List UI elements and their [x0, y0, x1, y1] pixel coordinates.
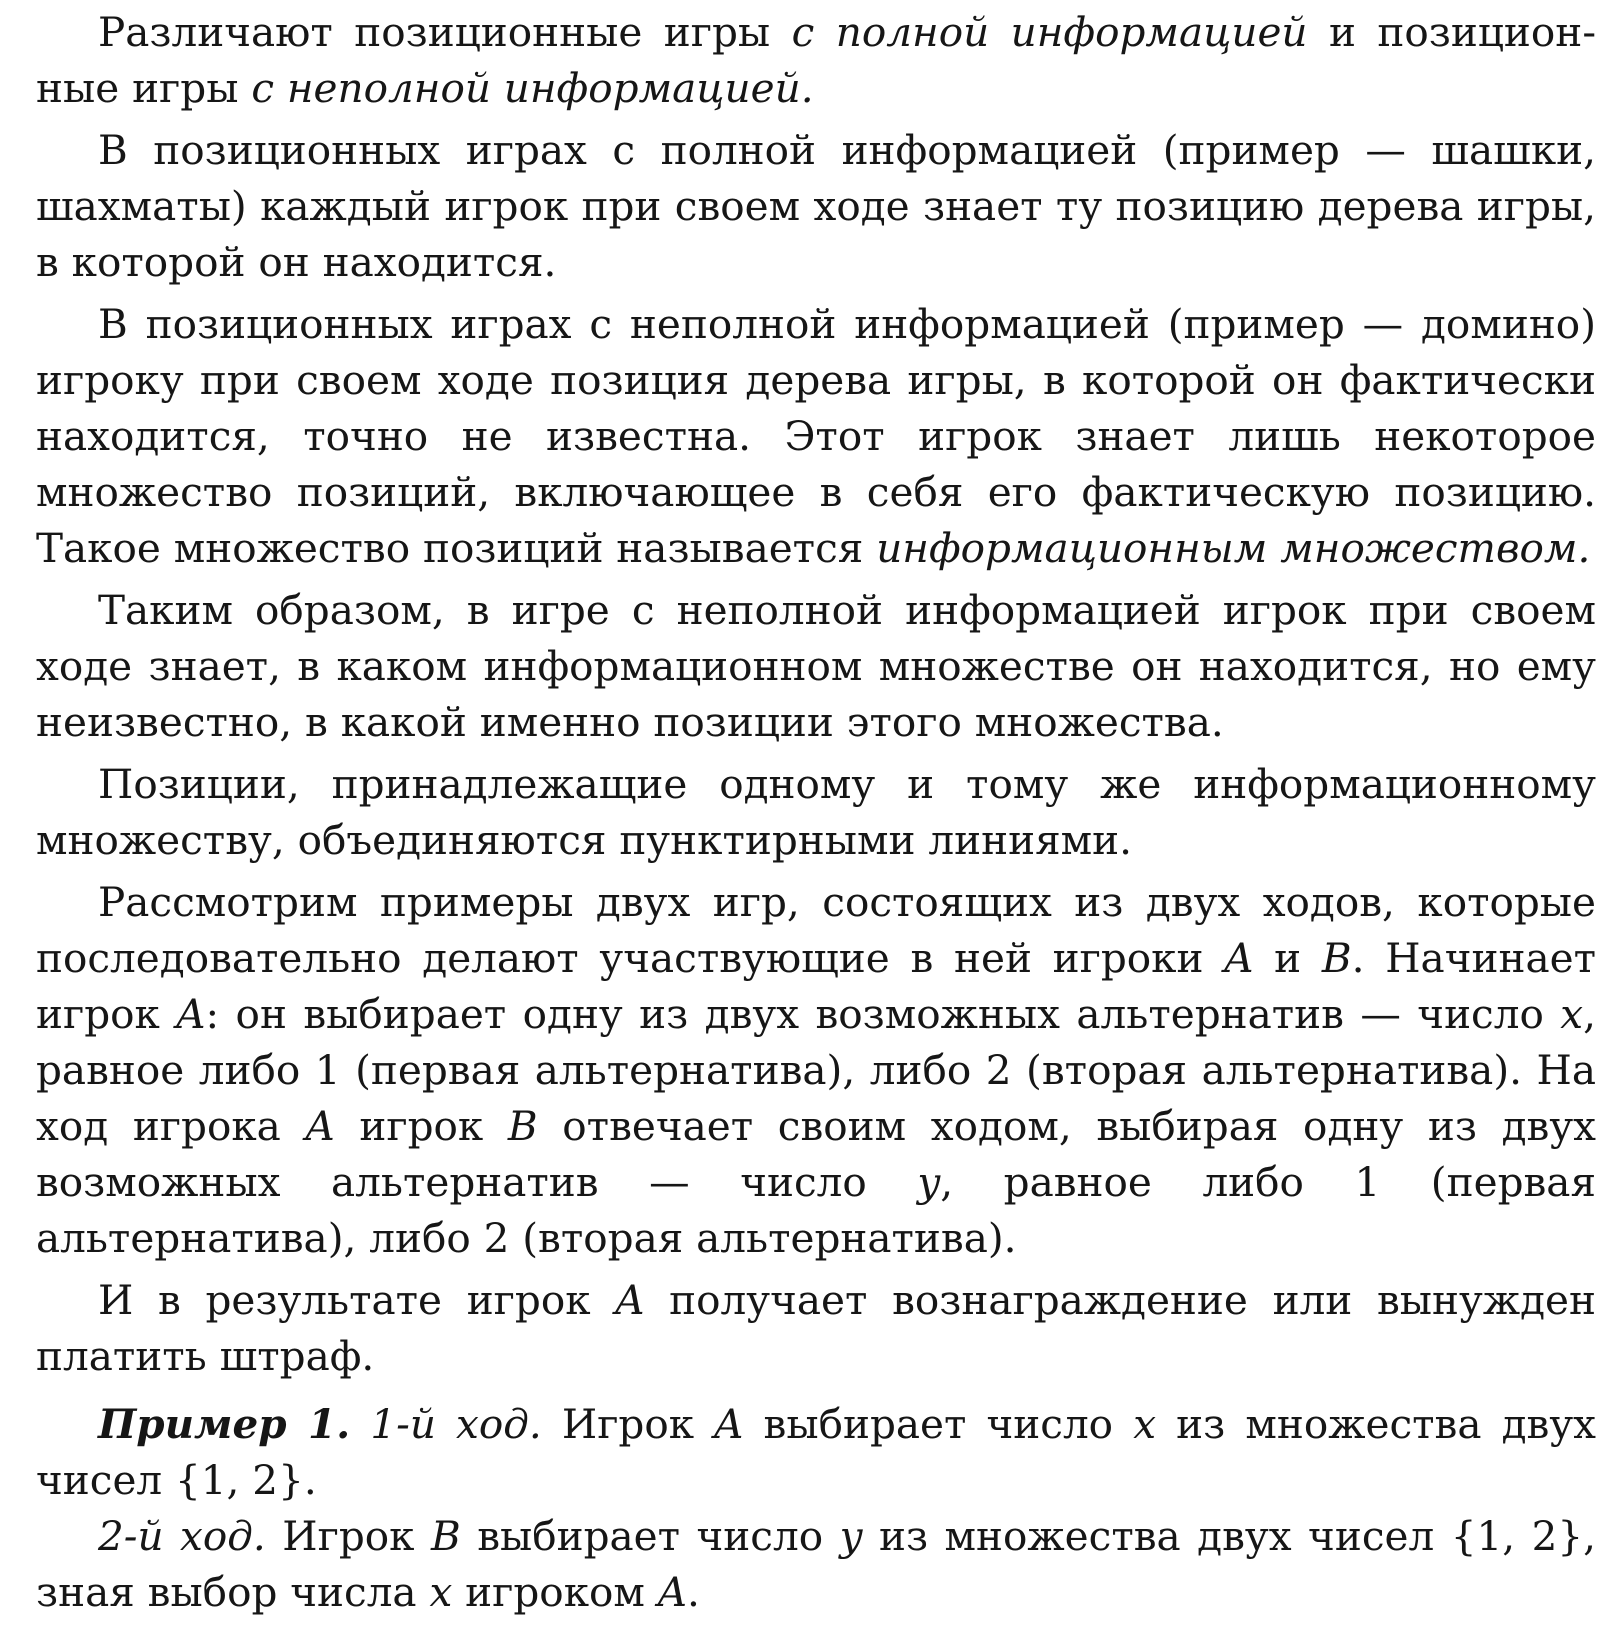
math-variable: A	[176, 990, 206, 1038]
math-variable: B	[430, 1512, 461, 1560]
text: Рассмотрим примеры двух игр, состоящих из двух ходов, которые последовательно делают участвующие в ней игроки	[36, 878, 1596, 982]
emphasis-term: информационным множеством.	[876, 524, 1591, 572]
paragraph-7	[36, 1272, 1596, 1384]
text: игрок	[334, 1102, 508, 1150]
math-variable: A	[305, 1102, 335, 1150]
math-variable: B	[507, 1102, 538, 1150]
text: из множества двух чисел {1, 2}.	[36, 1400, 1596, 1504]
text: . Начинает игрок	[36, 934, 1596, 1038]
paragraph-4	[36, 582, 1596, 750]
text: Игрок	[265, 1512, 431, 1560]
text: из множества двух чисел {1, 2}, зная выбор числа	[36, 1512, 1596, 1616]
math-variable: A	[714, 1400, 744, 1448]
example-heading: Пример 1.	[98, 1400, 351, 1448]
text: И в результате игрок	[98, 1276, 616, 1324]
text: : он выбирает одну из двух возможных альтернатив — число	[205, 990, 1561, 1038]
math-variable: A	[657, 1568, 688, 1616]
math-variable: A	[615, 1276, 645, 1324]
math-variable: x	[429, 1568, 453, 1616]
text: Игрок	[541, 1400, 715, 1448]
text: получает вознаграждение или вынужден платить штраф.	[36, 1276, 1596, 1380]
text: и позиционные игры	[36, 8, 1596, 112]
example-1-move-2-paragraph	[36, 1508, 1596, 1620]
example-1-paragraph	[36, 1396, 1596, 1508]
text: , равное либо 1 (первая альтернатива), либо 2 (вторая альтернатива). На ход игрока	[36, 990, 1596, 1150]
move-label: 2-й ход.	[98, 1512, 266, 1560]
text: В позиционных играх с полной информацией (пример — шашки, шахматы) каждый игрок при своем ходе знает ту позицию дерева игры, в которой он находится.	[36, 126, 1596, 286]
emphasis-term: с полной информацией	[791, 8, 1308, 56]
math-variable: y	[917, 1158, 941, 1206]
math-variable: y	[839, 1512, 863, 1560]
math-variable: x	[1133, 1400, 1157, 1448]
text: выбирает число	[743, 1400, 1134, 1448]
paragraph-3	[36, 296, 1596, 576]
emphasis-term: с неполной информацией.	[251, 64, 814, 112]
text: В позиционных играх с неполной информацией (пример — домино) игроку при своем ходе позиция дерева игры, в которой он фактически находится, точно не известна. Этот игрок знает лишь некоторое множество позиций, включающее в себя его фактическую позицию. Такое множество позиций называется	[36, 300, 1596, 572]
paragraph-1	[36, 4, 1596, 116]
text: отвечает своим ходом, выбирая одну из двух возможных альтернатив — число	[36, 1102, 1596, 1206]
text: и	[1253, 934, 1322, 982]
move-label: 1-й ход.	[350, 1400, 542, 1448]
math-variable: A	[1224, 934, 1254, 982]
math-variable: B	[1321, 934, 1352, 982]
text: игроком	[452, 1568, 658, 1616]
text: , равное либо 1 (первая альтернатива), либо 2 (вторая альтернатива).	[36, 1158, 1596, 1262]
text: .	[687, 1568, 700, 1616]
paragraph-5	[36, 756, 1596, 868]
paragraph-6	[36, 874, 1596, 1266]
text: Таким образом, в игре с неполной информацией игрок при своем ходе знает, в каком информационном множестве он находится, но ему неизвестно, в какой именно позиции этого множества.	[36, 586, 1596, 746]
text: выбирает число	[460, 1512, 840, 1560]
paragraph-2	[36, 122, 1596, 290]
document-page	[36, 4, 1596, 1620]
text: Различают позиционные игры	[98, 8, 792, 56]
text: Позиции, принадлежащие одному и тому же информационному множеству, объединяются пунктирными линиями.	[36, 760, 1596, 864]
math-variable: x	[1560, 990, 1584, 1038]
